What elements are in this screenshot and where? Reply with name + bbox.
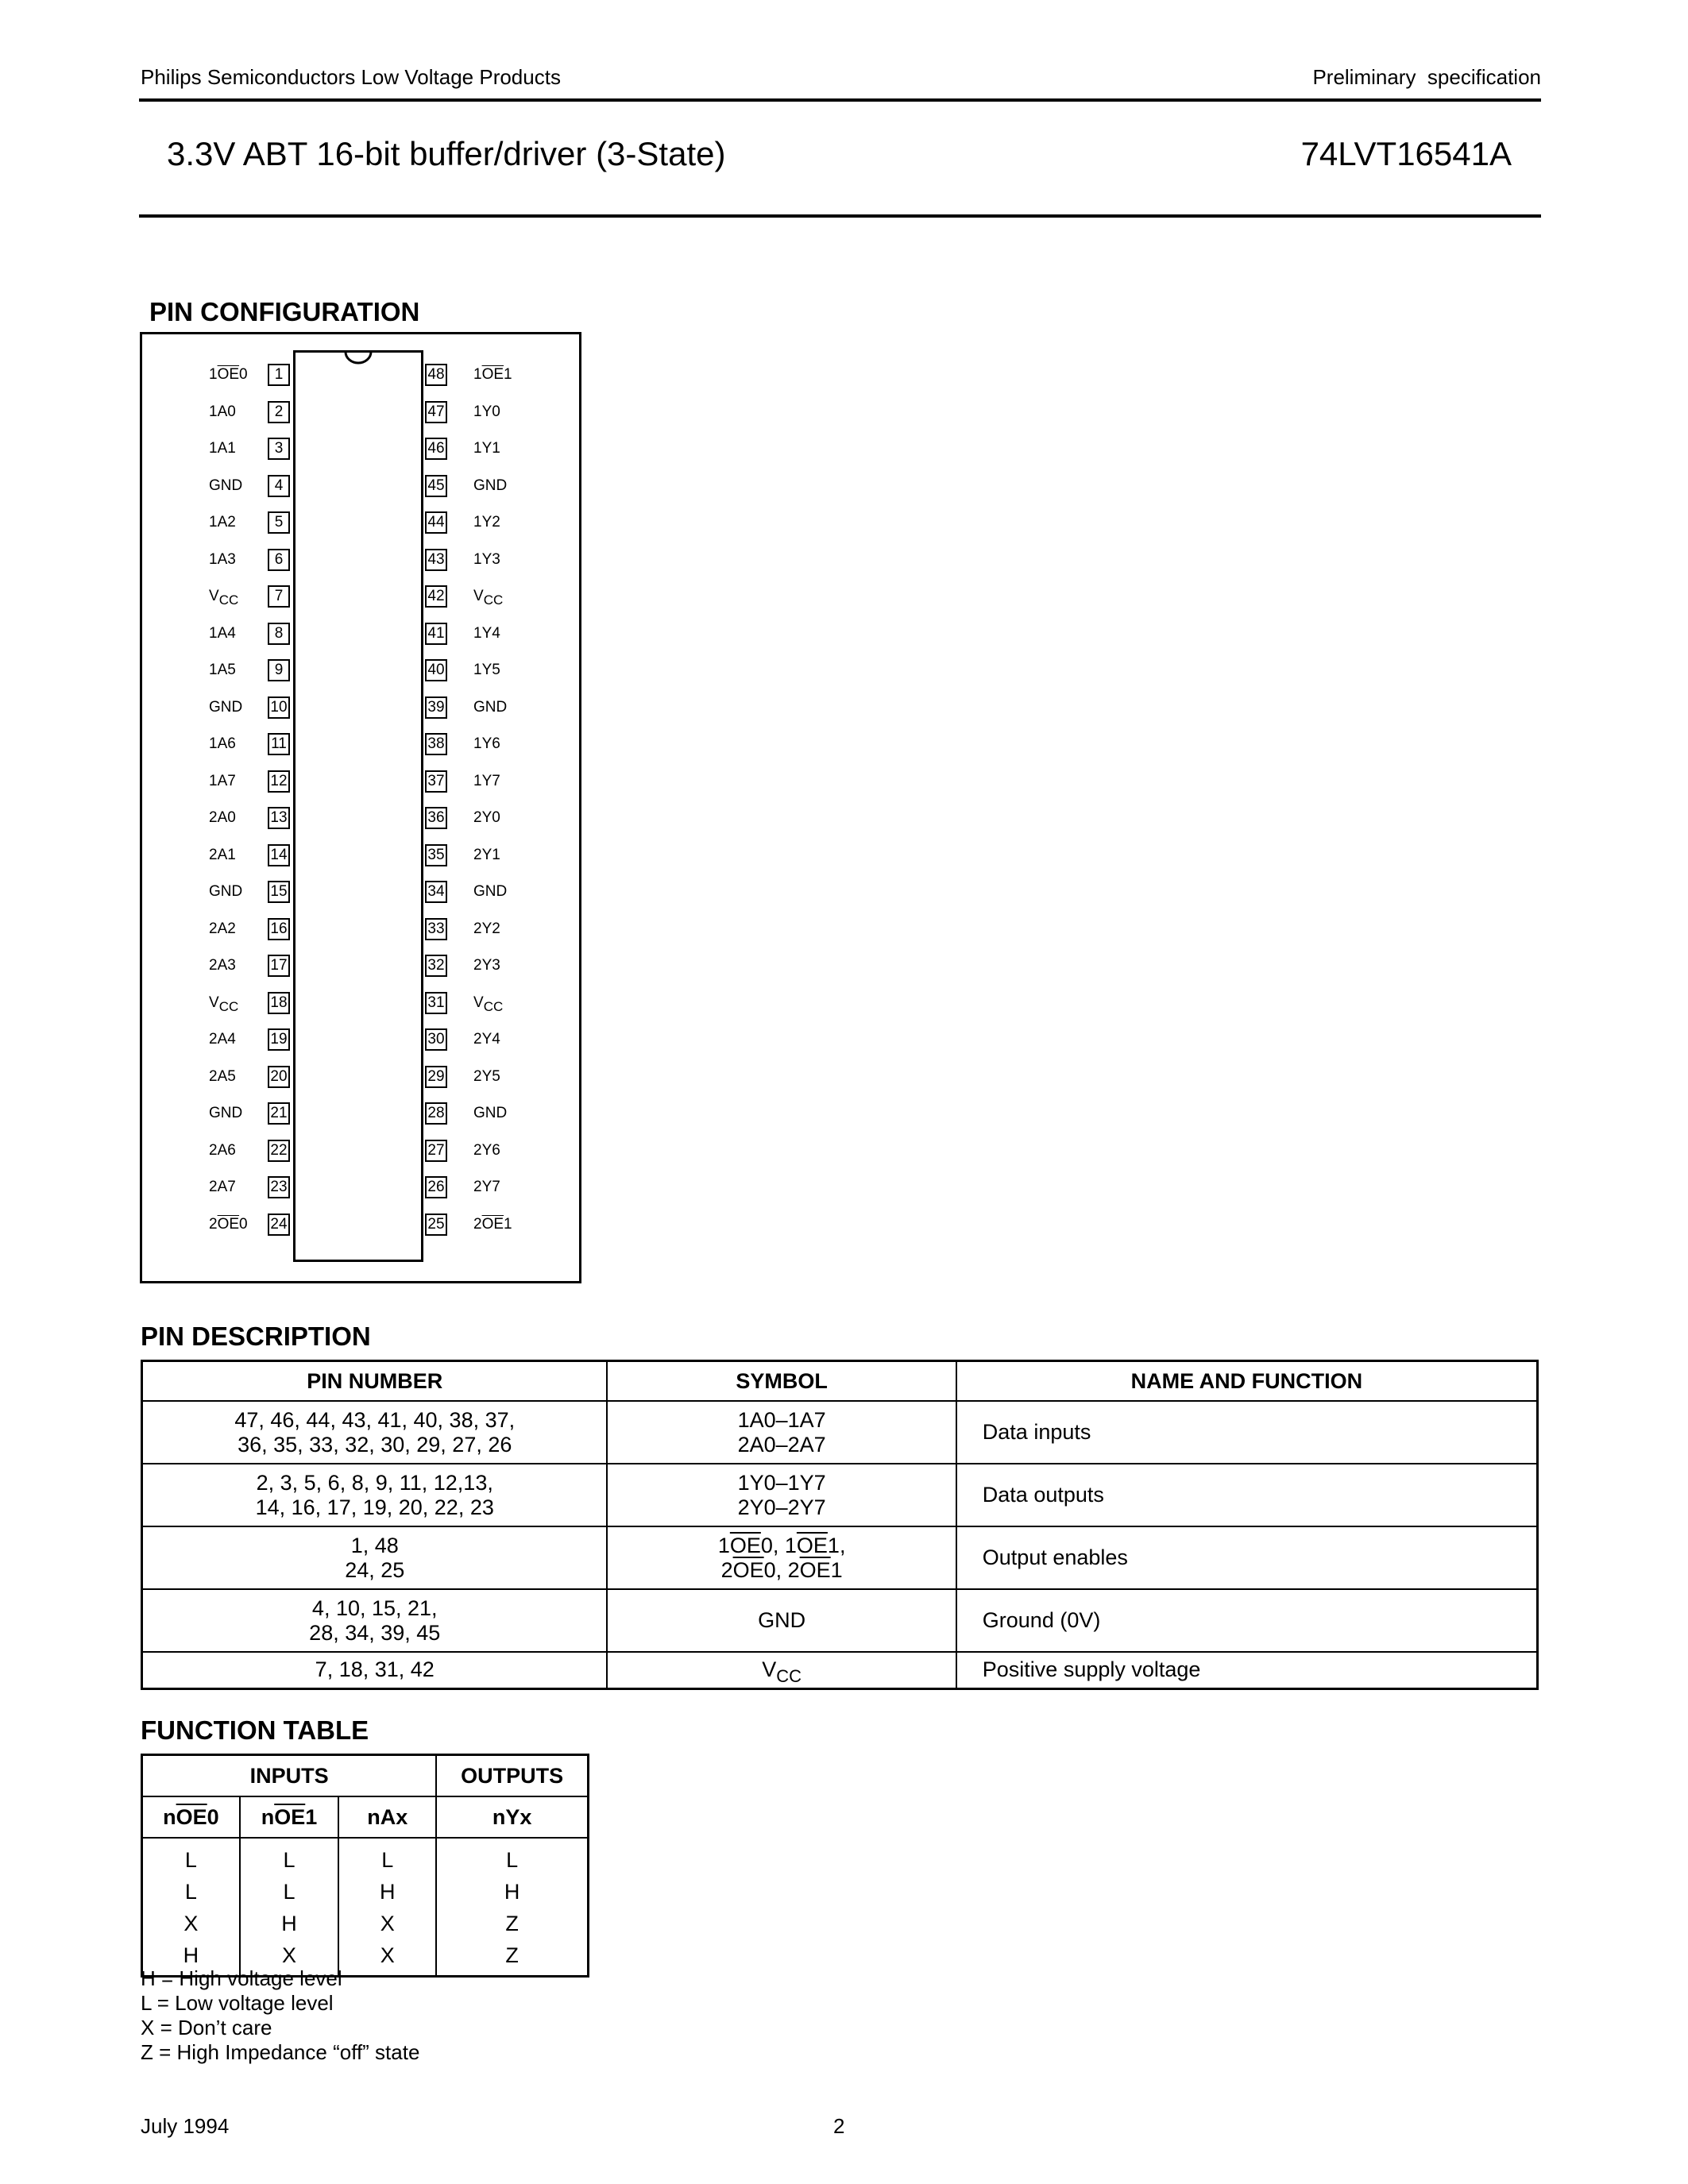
pin-label-left xyxy=(209,773,236,790)
overline-text: $\overline{OE}$ xyxy=(732,1557,764,1582)
pin-number-line: 1, 48 xyxy=(350,1533,399,1557)
pin-label-left xyxy=(209,994,238,1012)
inputs-group-header: INPUTS xyxy=(142,1755,437,1797)
table-cell: L xyxy=(240,1876,338,1908)
pin-label-text: GND xyxy=(209,1105,243,1121)
symbol-line xyxy=(608,1608,955,1633)
footer-date: July 1994 xyxy=(141,2114,230,2138)
pin-label-overline: $\overline{OE}$ xyxy=(481,366,504,383)
table-cell: Z xyxy=(436,1939,588,1977)
pin-number-box: 3 xyxy=(268,438,290,460)
pin-number-cell xyxy=(142,1464,608,1526)
column-header xyxy=(436,1796,588,1838)
pin-number-box: 30 xyxy=(425,1028,447,1051)
pin-number-box: 26 xyxy=(425,1176,447,1198)
pin-label-left xyxy=(209,551,236,569)
part-number: 74LVT16541A xyxy=(1300,135,1512,172)
pin-label-left xyxy=(209,662,236,679)
document-title: 3.3V ABT 16-bit buffer/driver (3-State) xyxy=(167,135,726,172)
symbol-text: 2Y0–2Y7 xyxy=(737,1495,826,1519)
function-cell: Ground (0V) xyxy=(956,1589,1538,1652)
pin-label-text: 1Y2 xyxy=(473,514,500,531)
symbol-text: 0, 1 xyxy=(760,1533,797,1557)
table-row xyxy=(142,1464,1538,1526)
pin-number-box: 42 xyxy=(425,585,447,608)
symbol-text: n xyxy=(163,1804,176,1829)
pin-number-box: 46 xyxy=(425,438,447,460)
symbol-text: 0, 2 xyxy=(763,1557,800,1582)
symbol-text: nAx xyxy=(367,1804,408,1829)
pin-label-right xyxy=(473,773,500,790)
overline-text: $\overline{OE}$ xyxy=(796,1533,828,1557)
pin-label-text: 2Y2 xyxy=(473,920,500,937)
pin-number-line: 47, 46, 44, 43, 41, 40, 38, 37, xyxy=(234,1407,516,1432)
pin-label-text: 1A1 xyxy=(209,440,236,457)
pin-label-subscript: CC xyxy=(218,592,239,608)
pin-number-box: 33 xyxy=(425,918,447,940)
outputs-group-header: OUTPUTS xyxy=(436,1755,588,1797)
symbol-cell xyxy=(607,1526,956,1589)
symbol-text: 1 xyxy=(305,1804,318,1829)
pin-number-box: 38 xyxy=(425,733,447,755)
table-cell: H xyxy=(436,1876,588,1908)
table-cell: H xyxy=(240,1908,338,1939)
pin-number-line: 14, 16, 17, 19, 20, 22, 23 xyxy=(255,1495,494,1519)
pin-number-box: 21 xyxy=(268,1102,290,1125)
table-cell: X xyxy=(142,1908,240,1939)
pin-number-box: 16 xyxy=(268,918,290,940)
pin-label-text: GND xyxy=(473,698,508,716)
table-row xyxy=(142,1401,1538,1464)
pin-number-box: 1 xyxy=(268,364,290,386)
pin-label-text: GND xyxy=(473,1105,508,1121)
pin-number-line: 4, 10, 15, 21, xyxy=(311,1596,438,1620)
pin-description-heading: PIN DESCRIPTION xyxy=(141,1322,371,1351)
pin-label-right xyxy=(473,440,500,457)
pin-label-left xyxy=(209,809,236,827)
table-cell: X xyxy=(338,1908,436,1939)
symbol-cell xyxy=(607,1401,956,1464)
pin-label-right xyxy=(473,551,500,569)
pin-label-text: 2Y0 xyxy=(473,809,500,826)
pin-label-right xyxy=(473,588,504,608)
pin-number-line: 2, 3, 5, 6, 8, 9, 11, 12,13, xyxy=(256,1470,493,1495)
pin-number-box: 8 xyxy=(268,623,290,645)
pin-label-text: 1A3 xyxy=(209,550,236,568)
symbol-text: 2A0–2A7 xyxy=(737,1432,826,1457)
pin-label-text: V xyxy=(209,994,219,1011)
pin-number-box: 45 xyxy=(425,475,447,497)
pin-number-box: 18 xyxy=(268,992,290,1014)
pin-label-text: 1A6 xyxy=(209,735,236,752)
pin-description-table xyxy=(141,1360,1539,1690)
pin-number-box: 27 xyxy=(425,1140,447,1162)
pin-label-text: 1Y4 xyxy=(473,624,500,642)
pin-number-cell xyxy=(142,1526,608,1589)
pin-label-right xyxy=(473,366,512,384)
pin-label-subscript: CC xyxy=(483,592,504,608)
column-header: SYMBOL xyxy=(607,1361,956,1402)
function-cell: Data inputs xyxy=(956,1401,1538,1464)
table-cell: L xyxy=(240,1838,338,1876)
pin-label-text: 1A7 xyxy=(209,772,236,789)
pin-label-left xyxy=(209,883,242,901)
symbol-text: 1 xyxy=(830,1557,843,1582)
pin-label-text: 1Y5 xyxy=(473,662,500,678)
pin-label-right xyxy=(473,1068,500,1086)
function-table-heading: FUNCTION TABLE xyxy=(141,1715,369,1745)
overline-text: $\overline{OE}$ xyxy=(729,1533,761,1557)
pin-label-text: GND xyxy=(209,698,243,716)
pin-label-text: 1Y3 xyxy=(473,550,500,568)
function-cell: Data outputs xyxy=(956,1464,1538,1526)
pin-number-box: 5 xyxy=(268,511,290,534)
pin-label-text: 2Y1 xyxy=(473,846,500,863)
pin-number-line: 24, 25 xyxy=(345,1557,405,1582)
pin-label-left xyxy=(209,588,239,608)
pin-number-cell xyxy=(142,1652,608,1688)
header-rule xyxy=(139,98,1541,102)
pin-label-right xyxy=(473,514,500,531)
legend-item: Z = High Impedance “off” state xyxy=(141,2040,420,2064)
pin-number-box: 43 xyxy=(425,549,447,571)
pin-label-text: 2A4 xyxy=(209,1031,236,1048)
column-header: PIN NUMBER xyxy=(142,1361,608,1402)
table-cell: Z xyxy=(436,1908,588,1939)
pin-label-right xyxy=(473,847,500,864)
ic-package-body xyxy=(293,350,423,1262)
symbol-text: GND xyxy=(758,1608,806,1632)
pin-number-box: 4 xyxy=(268,475,290,497)
symbol-line xyxy=(608,1495,955,1520)
pin-configuration-diagram xyxy=(140,332,581,1283)
spec-status: Preliminary specification xyxy=(1312,65,1541,89)
pin-label-left xyxy=(209,477,242,495)
pin-label-text: 1A0 xyxy=(209,403,236,420)
pin-number-box: 11 xyxy=(268,733,290,755)
pin-label-text: GND xyxy=(473,883,508,900)
pin-number-box: 37 xyxy=(425,770,447,793)
pin-label-text: GND xyxy=(473,477,508,494)
table-row xyxy=(142,1908,589,1939)
pin-label-left xyxy=(209,1105,242,1122)
function-cell: Positive supply voltage xyxy=(956,1652,1538,1688)
pin-number-box: 10 xyxy=(268,696,290,719)
symbol-line xyxy=(608,1408,955,1433)
pin-number-box: 35 xyxy=(425,844,447,866)
symbol-text: nYx xyxy=(492,1804,532,1829)
pin-number-box: 20 xyxy=(268,1066,290,1088)
symbol-cell xyxy=(607,1589,956,1652)
pin-label-right xyxy=(473,735,500,753)
pin-label-left xyxy=(209,1031,236,1048)
pin-label-text: V xyxy=(209,588,219,604)
symbol-text: 1A0–1A7 xyxy=(737,1407,826,1432)
pin-label-right xyxy=(473,403,500,421)
pin-label-left xyxy=(209,1068,236,1086)
pin-label-text: 1 xyxy=(473,366,482,383)
pin-label-right xyxy=(473,883,507,901)
symbol-text: n xyxy=(261,1804,275,1829)
pin-number-box: 23 xyxy=(268,1176,290,1198)
pin-label-text: 1 xyxy=(209,366,218,383)
pin-label-right xyxy=(473,477,507,495)
symbol-text: 2 xyxy=(720,1557,733,1582)
pin-label-right xyxy=(473,662,500,679)
pin-number-box: 13 xyxy=(268,807,290,829)
pin-label-overline: $\overline{OE}$ xyxy=(217,366,240,383)
overline-text: $\overline{OE}$ xyxy=(176,1804,207,1829)
pin-label-right xyxy=(473,1142,500,1160)
symbol-text: 0 xyxy=(207,1804,219,1829)
pin-number-box: 36 xyxy=(425,807,447,829)
pin-label-text: 2Y6 xyxy=(473,1141,500,1159)
table-cell: L xyxy=(338,1838,436,1876)
pin-number-box: 34 xyxy=(425,881,447,903)
pin-label-text: 1A2 xyxy=(209,514,236,531)
pin-label-right xyxy=(473,1105,507,1122)
pin-number-box: 32 xyxy=(425,955,447,977)
overline-text: $\overline{OE}$ xyxy=(274,1804,306,1829)
pin-label-right xyxy=(473,1216,512,1233)
pin-label-suffix: 0 xyxy=(239,1215,248,1233)
pin-number-box: 12 xyxy=(268,770,290,793)
legend-item: L = Low voltage level xyxy=(141,1991,334,2015)
pin-label-text: 2A5 xyxy=(209,1067,236,1085)
pin-label-left xyxy=(209,957,236,974)
pin-number-box: 25 xyxy=(425,1214,447,1236)
pin-label-left xyxy=(209,366,248,384)
pin-label-text: 1Y6 xyxy=(473,735,500,752)
pin-configuration-heading: PIN CONFIGURATION xyxy=(149,297,420,326)
symbol-cell xyxy=(607,1652,956,1688)
pin-label-text: 2Y3 xyxy=(473,957,500,974)
pin-label-suffix: 1 xyxy=(504,1215,512,1233)
table-cell: L xyxy=(142,1876,240,1908)
column-header: NAME AND FUNCTION xyxy=(956,1361,1538,1402)
pin-label-text: 2A6 xyxy=(209,1141,236,1159)
pin-label-left xyxy=(209,1216,248,1233)
pin-label-text: 2A1 xyxy=(209,846,236,863)
pin-number-box: 31 xyxy=(425,992,447,1014)
pin-label-text: V xyxy=(473,588,484,604)
pin-label-overline: $\overline{OE}$ xyxy=(217,1215,240,1233)
table-row xyxy=(142,1876,589,1908)
pin-label-text: 2 xyxy=(209,1215,218,1233)
pin-label-suffix: 0 xyxy=(239,366,248,383)
pin-number-line: 36, 35, 33, 32, 30, 29, 27, 26 xyxy=(238,1432,512,1457)
pin-label-suffix: 1 xyxy=(504,366,512,383)
legend-item: H = High voltage level xyxy=(141,1966,342,1990)
table-cell: H xyxy=(338,1876,436,1908)
pin-label-left xyxy=(209,699,242,716)
table-cell: L xyxy=(436,1838,588,1876)
pin-label-right xyxy=(473,994,503,1012)
pin-number-box: 15 xyxy=(268,881,290,903)
symbol-cell xyxy=(607,1464,956,1526)
pin-number-box: 39 xyxy=(425,696,447,719)
symbol-line xyxy=(608,1433,955,1457)
column-header xyxy=(240,1796,338,1838)
pin-number-box: 22 xyxy=(268,1140,290,1162)
pin-label-text: 2Y5 xyxy=(473,1067,500,1085)
pin-label-subscript: CC xyxy=(218,998,239,1014)
symbol-text: CC xyxy=(776,1665,802,1686)
pin-label-left xyxy=(209,847,236,864)
pin-label-right xyxy=(473,1179,500,1196)
pin-number-box: 9 xyxy=(268,659,290,681)
function-table xyxy=(141,1754,589,1978)
pin-label-left xyxy=(209,1179,236,1196)
symbol-text: 1Y0–1Y7 xyxy=(737,1470,826,1495)
table-cell: X xyxy=(240,1939,338,1977)
overline-text: $\overline{OE}$ xyxy=(799,1557,831,1582)
pin-number-box: 48 xyxy=(425,364,447,386)
pin-number-box: 41 xyxy=(425,623,447,645)
pin-number-line: 28, 34, 39, 45 xyxy=(309,1620,441,1645)
table-row xyxy=(142,1526,1538,1589)
pin-label-text: 2A0 xyxy=(209,809,236,826)
pin-label-text: 2A7 xyxy=(209,1179,236,1195)
pin-label-subscript: CC xyxy=(483,998,504,1014)
pin-label-text: GND xyxy=(209,477,243,494)
company-name: Philips Semiconductors Low Voltage Products xyxy=(141,65,561,89)
pin-label-text: 1Y1 xyxy=(473,440,500,457)
pin-label-text: 2 xyxy=(473,1215,482,1233)
pin-label-text: 2A3 xyxy=(209,957,236,974)
table-row xyxy=(142,1652,1538,1688)
pin-label-left xyxy=(209,625,236,642)
pin-label-right xyxy=(473,1031,500,1048)
pin-label-text: 1Y7 xyxy=(473,772,500,789)
pin-number-box: 17 xyxy=(268,955,290,977)
pin-number-box: 19 xyxy=(268,1028,290,1051)
legend-item: X = Don’t care xyxy=(141,2016,272,2039)
pin-label-text: 2Y7 xyxy=(473,1179,500,1195)
pin-number-box: 6 xyxy=(268,549,290,571)
pin-number-box: 24 xyxy=(268,1214,290,1236)
pin-number-cell xyxy=(142,1401,608,1464)
pin-number-box: 40 xyxy=(425,659,447,681)
pin-number-box: 29 xyxy=(425,1066,447,1088)
table-row xyxy=(142,1589,1538,1652)
pin-number-line: 7, 18, 31, 42 xyxy=(315,1657,435,1682)
pin-label-text: 2A2 xyxy=(209,920,236,937)
pin-number-box: 2 xyxy=(268,401,290,423)
symbol-line xyxy=(608,1558,955,1583)
symbol-line xyxy=(608,1471,955,1495)
table-row xyxy=(142,1838,589,1876)
pin-label-text: 1A5 xyxy=(209,662,236,678)
function-cell: Output enables xyxy=(956,1526,1538,1589)
pin-label-right xyxy=(473,625,500,642)
pin-number-cell xyxy=(142,1589,608,1652)
pin-label-text: 1A4 xyxy=(209,624,236,642)
pin-label-left xyxy=(209,403,236,421)
pin-number-box: 28 xyxy=(425,1102,447,1125)
pin-label-left xyxy=(209,440,236,457)
pin-label-left xyxy=(209,920,236,938)
table-cell: L xyxy=(142,1838,240,1876)
symbol-text: V xyxy=(762,1657,777,1681)
pin-label-left xyxy=(209,735,236,753)
pin-label-right xyxy=(473,699,507,716)
pin-label-right xyxy=(473,957,500,974)
symbol-line xyxy=(608,1657,955,1686)
pin-label-right xyxy=(473,809,500,827)
pin-label-left xyxy=(209,1142,236,1160)
table-cell: H xyxy=(142,1939,240,1977)
pin-label-text: V xyxy=(473,994,484,1011)
symbol-line xyxy=(608,1534,955,1558)
pin-number-box: 44 xyxy=(425,511,447,534)
table-cell: X xyxy=(338,1939,436,1977)
pin1-notch-icon xyxy=(344,350,373,368)
symbol-text: 1 xyxy=(717,1533,730,1557)
pin-number-box: 14 xyxy=(268,844,290,866)
page-number: 2 xyxy=(833,2114,845,2138)
pin-label-text: 1Y0 xyxy=(473,403,500,420)
symbol-text: 1, xyxy=(827,1533,846,1557)
pin-label-text: GND xyxy=(209,883,243,900)
pin-number-box: 7 xyxy=(268,585,290,608)
pin-label-text: 2Y4 xyxy=(473,1031,500,1048)
pin-number-box: 47 xyxy=(425,401,447,423)
column-header xyxy=(142,1796,240,1838)
title-rule xyxy=(139,214,1541,218)
column-header xyxy=(338,1796,436,1838)
pin-label-left xyxy=(209,514,236,531)
pin-label-overline: $\overline{OE}$ xyxy=(481,1215,504,1233)
pin-label-right xyxy=(473,920,500,938)
